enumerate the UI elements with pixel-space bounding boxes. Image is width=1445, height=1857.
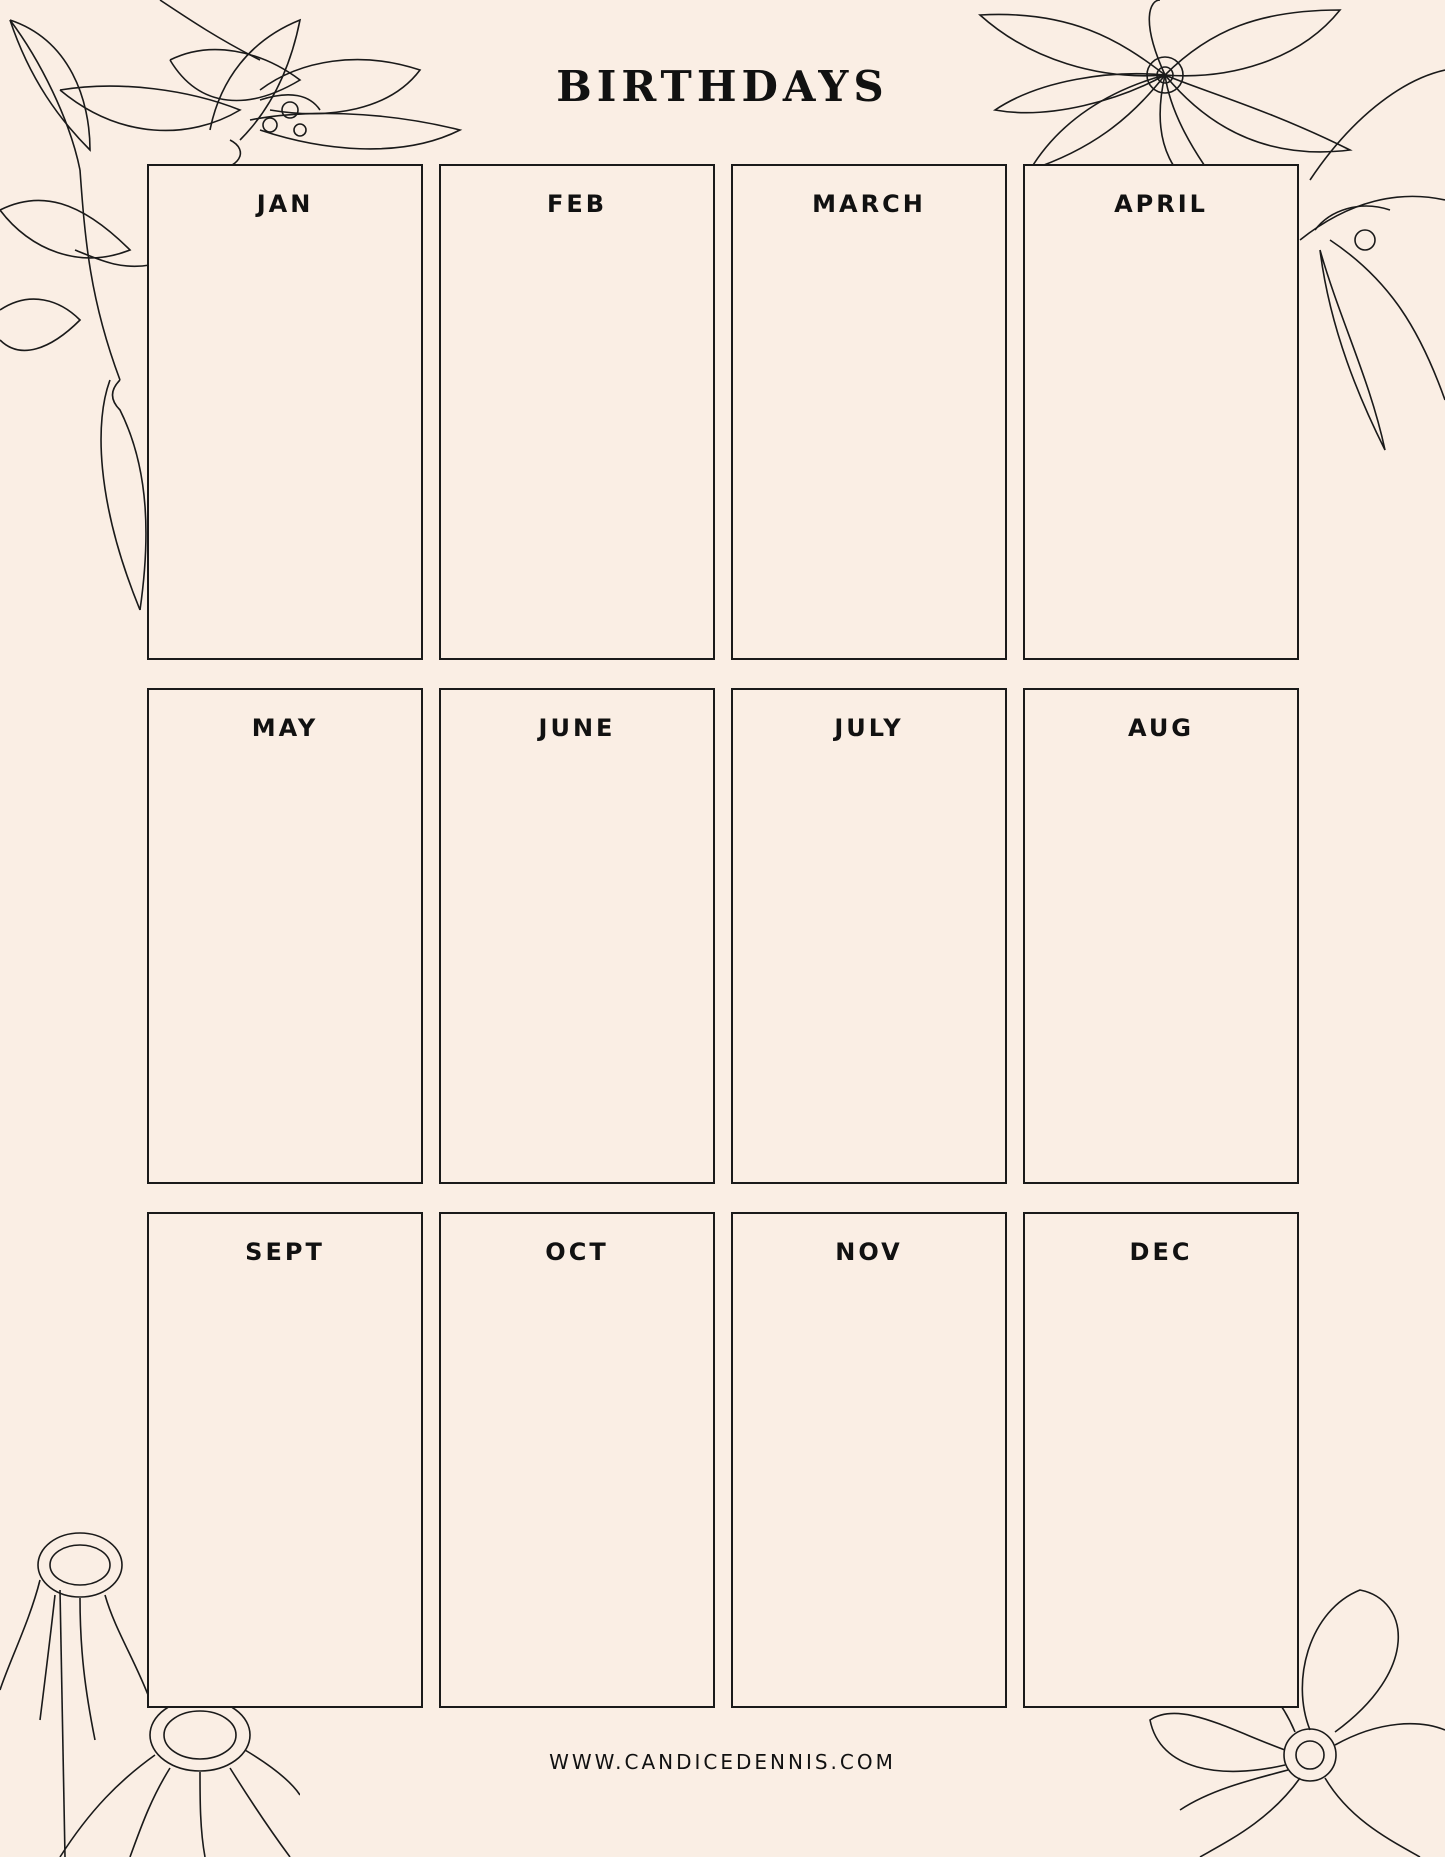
month-box-oct[interactable]: [439, 1212, 715, 1708]
month-label: MAY: [251, 714, 319, 742]
month-label: DEC: [1129, 1238, 1193, 1266]
month-box-aug[interactable]: [1023, 688, 1299, 1184]
month-box-jan[interactable]: [147, 164, 423, 660]
month-box-sept[interactable]: [147, 1212, 423, 1708]
month-grid: [147, 164, 1300, 1708]
month-box-march[interactable]: [731, 164, 1007, 660]
month-label: JULY: [834, 714, 904, 742]
month-box-july[interactable]: [731, 688, 1007, 1184]
month-label: OCT: [545, 1238, 609, 1266]
month-label: MARCH: [812, 190, 926, 218]
month-box-june[interactable]: [439, 688, 715, 1184]
month-label: NOV: [835, 1238, 903, 1266]
month-label: JUNE: [538, 714, 616, 742]
month-label: SEPT: [245, 1238, 325, 1266]
website-footer: WWW.CANDICEDENNIS.COM: [549, 1750, 896, 1774]
month-box-nov[interactable]: [731, 1212, 1007, 1708]
page-title: BIRTHDAYS: [556, 62, 889, 111]
month-box-may[interactable]: [147, 688, 423, 1184]
month-label: APRIL: [1114, 190, 1208, 218]
month-label: JAN: [256, 190, 314, 218]
month-box-dec[interactable]: [1023, 1212, 1299, 1708]
month-label: AUG: [1127, 714, 1195, 742]
month-box-feb[interactable]: [439, 164, 715, 660]
month-label: FEB: [546, 190, 608, 218]
month-box-april[interactable]: [1023, 164, 1299, 660]
